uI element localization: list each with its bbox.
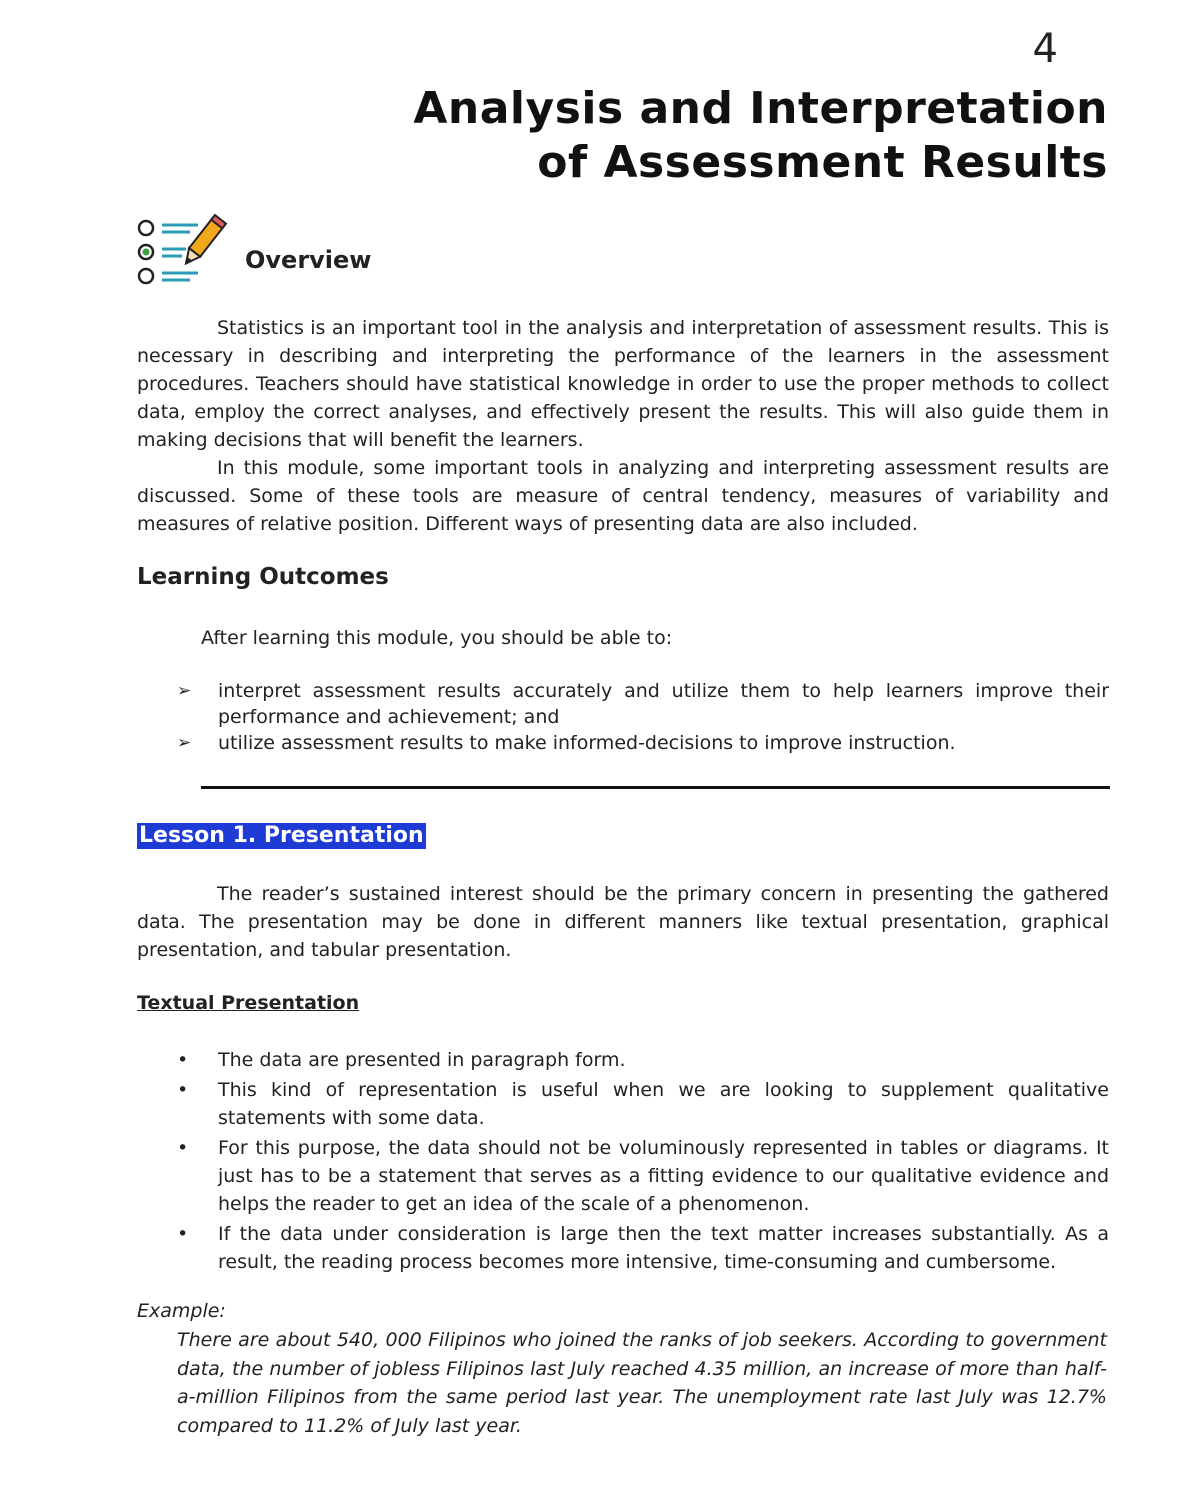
checklist-pencil-icon <box>134 214 230 290</box>
lesson-heading: Lesson 1. Presentation <box>139 823 424 848</box>
learning-outcomes-list <box>177 678 1109 756</box>
bullet-text: The data are presented in paragraph form. <box>218 1049 626 1071</box>
list-item <box>177 730 1109 756</box>
overview-paragraph-2-text: In this module, some important tools in analyzing and interpreting assessment results are discussed. Some of these tools are measure of central tendency, measures of variability and measures of relative position. Different ways of presenting data are also included. <box>137 457 1109 535</box>
list-item <box>177 1220 1109 1276</box>
module-title <box>348 82 1108 190</box>
outcome-text: interpret assessment results accurately and utilize them to help learners improve their performance and achievement; and <box>218 680 1109 728</box>
list-item <box>177 678 1109 730</box>
outcome-text: utilize assessment results to make informed-decisions to improve instruction. <box>218 732 956 754</box>
bullet-icon: • <box>177 1137 189 1159</box>
list-item <box>177 1046 1109 1074</box>
bullet-text: This kind of representation is useful when we are looking to supplement qualitative statements with some data. <box>218 1079 1109 1129</box>
example-text: There are about 540, 000 Filipinos who joined the ranks of job seekers. According to government data, the number of jobless Filipinos last July reached 4.35 million, an increase of more than half-a-million Filipinos from the same period last year. The unemployment rate last July was 12.7% compared to 11.2% of July last year. <box>177 1329 1107 1437</box>
bullet-icon: • <box>177 1079 189 1101</box>
bullet-icon: • <box>177 1049 189 1071</box>
overview-paragraph-1-text: Statistics is an important tool in the analysis and interpretation of assessment results. This is necessary in describing and interpreting the performance of the learners in the assessment procedures. Teachers should have statistical knowledge in order to use the proper methods to collect data, employ the correct analyses, and effectively present the results. This will also guide them in making decisions that will benefit the learners. <box>137 317 1109 451</box>
textual-presentation-heading: Textual Presentation <box>137 992 360 1014</box>
arrow-bullet-icon: ➢ <box>177 733 192 753</box>
list-item <box>177 1134 1109 1218</box>
example-label: Example: <box>137 1300 226 1322</box>
list-item <box>177 1076 1109 1132</box>
overview-paragraph-1 <box>137 314 1109 454</box>
learning-outcomes-intro: After learning this module, you should be able to: <box>201 627 673 649</box>
arrow-bullet-icon: ➢ <box>177 681 192 701</box>
lesson-paragraph-text: The reader’s sustained interest should be the primary concern in presenting the gathered data. The presentation may be done in different manners like textual presentation, graphical presentation, and tabular presentation. <box>137 883 1109 961</box>
bullet-text: For this purpose, the data should not be voluminously represented in tables or diagrams. It just has to be a statement that serves as a fitting evidence to our qualitative evidence and helps the reader to get an idea of the scale of a phenomenon. <box>218 1137 1109 1215</box>
lesson-paragraph <box>137 880 1109 964</box>
overview-heading: Overview <box>245 246 372 274</box>
module-title-line1: Analysis and Interpretation <box>413 83 1108 134</box>
textual-presentation-list <box>177 1046 1109 1278</box>
learning-outcomes-heading: Learning Outcomes <box>137 564 389 590</box>
bullet-icon: • <box>177 1223 189 1245</box>
section-divider <box>201 786 1110 789</box>
module-title-line2: of Assessment Results <box>537 137 1108 188</box>
overview-paragraph-2 <box>137 454 1109 538</box>
bullet-text: If the data under consideration is large then the text matter increases substantially. As a result, the reading process becomes more intensive, time-consuming and cumbersome. <box>218 1223 1109 1273</box>
page-number: 4 <box>1032 26 1058 72</box>
